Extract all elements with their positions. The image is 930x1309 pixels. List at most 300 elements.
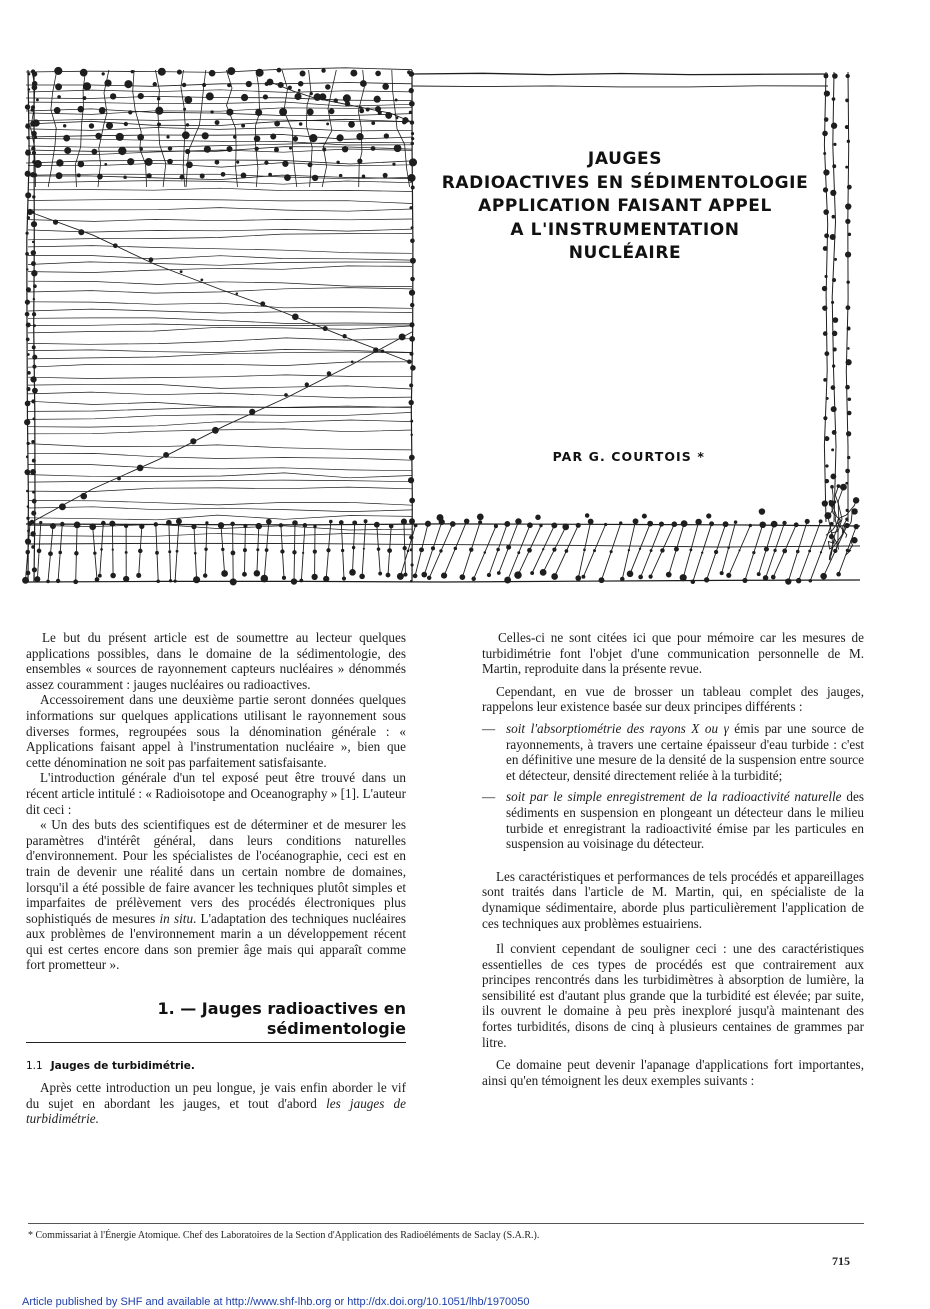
ink-dot [254, 135, 261, 142]
ink-dot [325, 84, 330, 89]
ink-dot [230, 522, 235, 527]
ink-dot [25, 124, 30, 129]
ink-dot [28, 521, 33, 526]
decorative-line-artwork [20, 62, 870, 594]
ink-dot [125, 551, 128, 554]
title-line: JAUGES [587, 149, 663, 169]
ink-dot [832, 164, 836, 168]
ink-dot [200, 173, 205, 178]
ink-dot [527, 522, 533, 528]
ink-dot [158, 68, 166, 76]
sediment-line [28, 302, 412, 309]
ink-dot [176, 550, 179, 553]
ink-dot [299, 579, 303, 583]
ink-dot [28, 88, 31, 91]
ink-dot [535, 515, 540, 520]
ink-dot [496, 548, 500, 552]
ink-dot [156, 579, 160, 583]
ink-dot [206, 92, 214, 100]
ink-dot [182, 83, 186, 87]
ink-dot [30, 531, 35, 536]
ink-dot [763, 575, 769, 581]
ink-dot [89, 523, 96, 530]
ink-dot [723, 521, 729, 527]
net-line [26, 135, 412, 140]
ink-dot [80, 69, 88, 77]
ink-dot [726, 573, 731, 578]
ink-dot [163, 452, 169, 458]
ink-dot [168, 146, 172, 150]
ink-dot [30, 172, 35, 177]
ink-dot [236, 161, 239, 164]
ink-dot [366, 108, 370, 112]
sediment-line [28, 262, 412, 265]
publisher-link[interactable]: Article published by SHF and available at http://www.shf-lhb.org or http://dx.doi.org/10.1051/lhb/1970050 [22, 1296, 530, 1308]
ink-dot [552, 548, 556, 552]
ink-dot [33, 284, 37, 288]
ink-dot [221, 172, 226, 177]
ink-dot [627, 571, 634, 578]
ink-dot [576, 523, 581, 528]
ink-dot [407, 359, 411, 363]
ink-dot [504, 577, 511, 584]
ink-dot [50, 523, 56, 529]
ink-dot [819, 519, 823, 523]
ink-dot [63, 135, 70, 142]
ink-dot [242, 572, 247, 577]
ink-dot [410, 120, 414, 124]
quote-italic: in situ [159, 910, 194, 926]
ink-dot [575, 575, 581, 581]
ink-dot [26, 338, 30, 342]
sediment-line [28, 326, 412, 333]
ink-dot [639, 548, 641, 550]
ink-dot [77, 173, 81, 177]
ink-dot [204, 548, 207, 551]
ink-dot [27, 505, 29, 507]
ink-dot [378, 572, 382, 576]
ink-dot [345, 101, 350, 106]
ink-dot [64, 147, 71, 154]
ink-dot [739, 549, 741, 551]
ink-dot [542, 548, 544, 550]
ink-dot [24, 469, 30, 475]
ink-dot [844, 523, 849, 528]
ink-dot [409, 290, 415, 296]
ink-dot [410, 365, 416, 371]
diagonal-line [30, 212, 410, 362]
ink-dot [339, 520, 344, 525]
ink-dot [25, 252, 29, 256]
title-line: NUCLÉAIRE [568, 243, 682, 263]
sediment-line [28, 324, 412, 326]
ink-dot [293, 136, 299, 142]
frame-edge [846, 72, 848, 522]
ink-dot [31, 511, 36, 516]
ink-dot [298, 81, 303, 86]
ink-dot [409, 336, 415, 342]
ink-dot [274, 121, 280, 127]
ink-dot [204, 146, 211, 153]
ink-dot [95, 577, 100, 582]
ink-dot [832, 430, 837, 435]
ink-dot [91, 149, 97, 155]
ink-dot [411, 132, 414, 135]
paragraph: Le but du présent article est de soumettre au lecteur quelques applications possibles, dans le domaine de la sédimentologie, des ensembles « sources de rayonnement capteurs nucléaires » dénommés assez couramment : jauges nucléaires ou radioactives. [26, 630, 406, 692]
ink-dot [352, 546, 355, 549]
sediment-line [28, 473, 412, 478]
ink-dot [439, 549, 442, 552]
sediment-line [28, 256, 412, 261]
ink-dot [352, 520, 357, 525]
ink-dot [32, 241, 34, 243]
ink-dot [292, 313, 299, 320]
ink-dot [671, 521, 677, 527]
ink-dot [837, 484, 841, 488]
ink-dot [551, 573, 558, 580]
paragraph-italic: les jauges de turbidimétrie. [26, 1095, 407, 1127]
sediment-line [28, 352, 412, 359]
ink-dot [660, 548, 664, 552]
ink-dot [249, 409, 255, 415]
ink-dot [260, 301, 265, 306]
ink-dot [742, 578, 747, 583]
ink-dot [32, 195, 35, 198]
ink-dot [833, 549, 837, 553]
ink-dot [22, 577, 29, 584]
ink-dot [409, 518, 415, 524]
ink-dot [102, 72, 105, 75]
ink-dot [824, 117, 829, 122]
ink-dot [824, 512, 831, 519]
ink-dot [796, 550, 800, 554]
ink-dot [191, 524, 196, 529]
ink-dot [845, 203, 851, 209]
sediment-line [28, 407, 412, 412]
ink-dot [464, 518, 469, 523]
ink-dot [27, 371, 31, 375]
ink-dot [497, 571, 501, 575]
ink-dot [342, 576, 346, 580]
ink-dot [411, 563, 414, 566]
ink-dot [845, 219, 850, 224]
ink-dot [303, 523, 308, 528]
sediment-line [28, 515, 412, 520]
right-column [482, 630, 864, 1088]
dash-marker: — [482, 789, 496, 805]
ink-dot [494, 524, 498, 528]
ink-dot [359, 106, 362, 109]
paragraph: Ce domaine peut devenir l'apanage d'applications fort importantes, ainsi qu'en témoignent les deux exemples suivants : [482, 1057, 864, 1088]
sediment-line [28, 234, 412, 240]
ink-dot [284, 174, 291, 181]
ink-dot [182, 131, 190, 139]
ink-dot [846, 359, 852, 365]
ink-dot [310, 92, 313, 95]
ink-dot [394, 144, 402, 152]
sediment-line [28, 102, 412, 106]
ink-dot [312, 175, 318, 181]
ink-dot [25, 192, 31, 198]
ink-dot [166, 135, 169, 138]
ink-dot [261, 575, 269, 583]
footnote-divider [28, 1223, 864, 1224]
ink-dot [585, 513, 589, 517]
sediment-line [28, 309, 412, 313]
ink-dot [292, 520, 298, 526]
ink-dot [186, 123, 189, 126]
paragraph-text: Après cette introduction un peu longue, je vais enfin aborder le vif du sujet en abordant les jauges, et tout d'abord [26, 1080, 406, 1111]
ink-dot [840, 484, 847, 491]
ink-dot [78, 229, 84, 235]
ink-dot [128, 110, 132, 114]
ink-dot [409, 383, 413, 387]
ink-dot [26, 387, 30, 391]
ink-dot [771, 575, 776, 580]
ink-dot [305, 382, 309, 386]
ink-dot [771, 521, 778, 528]
ink-dot [127, 158, 134, 165]
ink-dot [339, 174, 342, 177]
ink-dot [295, 93, 302, 100]
ink-dot [832, 215, 836, 219]
ink-dot [218, 522, 224, 528]
ink-dot [212, 427, 219, 434]
title-line: RADIOACTIVES EN SÉDIMENTOLOGIE [441, 172, 809, 193]
ink-dot [824, 436, 829, 441]
ink-dot [824, 74, 829, 79]
ink-dot [241, 173, 247, 179]
ink-dot [581, 575, 585, 579]
ink-dot [169, 579, 172, 582]
ink-dot [31, 440, 34, 443]
sediment-line [28, 281, 412, 286]
ink-dot [59, 503, 66, 510]
sediment-line [28, 464, 412, 470]
ink-dot [469, 547, 473, 551]
ink-dot [515, 518, 521, 524]
ink-dot [409, 400, 414, 405]
ink-dot [98, 574, 102, 578]
ink-dot [230, 578, 237, 585]
ink-dot [155, 107, 163, 115]
ink-dot [831, 123, 837, 129]
ink-dot [221, 548, 224, 551]
ink-dot [80, 493, 87, 500]
ink-dot [321, 68, 325, 72]
ink-dot [649, 575, 653, 579]
ink-dot [389, 524, 394, 529]
ink-dot [32, 459, 36, 463]
ink-dot [334, 98, 338, 102]
bottom-rail [26, 580, 860, 582]
ink-dot [659, 522, 664, 527]
ink-dot [371, 146, 376, 151]
ink-dot [551, 522, 557, 528]
sediment-line [28, 163, 412, 168]
ink-dot [666, 572, 672, 578]
ink-dot [619, 521, 622, 524]
ink-dot [27, 216, 30, 219]
ink-dot [292, 550, 296, 554]
ink-dot [387, 548, 392, 553]
ink-dot [477, 514, 484, 521]
ink-dot [329, 520, 333, 524]
sediment-line [28, 139, 412, 146]
ink-dot [155, 551, 159, 555]
ink-dot [323, 576, 329, 582]
sediment-line [28, 208, 412, 212]
sediment-line [28, 229, 412, 232]
ink-dot [527, 548, 532, 553]
ink-dot [796, 578, 801, 583]
ink-dot [341, 549, 344, 552]
ink-dot [385, 112, 392, 119]
paragraph: Cependant, en vue de brosser un tableau complet des jauges, rappelons leur existence basée sur deux principes différents : [482, 683, 864, 715]
ink-dot [846, 74, 850, 78]
quote-paragraph [26, 817, 406, 973]
list-item-rest: émis par une source de rayonnements, à travers une certaine épaisseur d'eau turbide : c'est en définitive une mesure de la densité de la suspension entre source et détecteur, densité directement reliée à la turbidité; [506, 720, 864, 783]
ink-dot [734, 520, 738, 524]
sediment-line [28, 149, 412, 155]
ink-dot [27, 353, 30, 356]
author-byline: PAR G. COURTOIS * [552, 449, 705, 464]
ink-dot [101, 521, 106, 526]
ink-dot [202, 132, 209, 139]
ink-dot [620, 577, 624, 581]
ink-dot [323, 326, 328, 331]
ink-dot [403, 546, 407, 550]
ink-dot [848, 397, 852, 401]
ink-dot [399, 333, 406, 340]
ink-dot [205, 521, 208, 524]
ink-dot [431, 546, 435, 550]
ink-dot [32, 567, 37, 572]
ink-dot [113, 243, 118, 248]
sediment-line [28, 480, 412, 482]
title-line: APPLICATION FAISANT APPEL [478, 196, 772, 216]
ink-dot [822, 286, 827, 291]
ink-dot [832, 278, 836, 282]
ink-dot [822, 131, 828, 137]
ink-dot [845, 385, 850, 390]
ink-dot [833, 347, 837, 351]
sediment-line [28, 188, 412, 191]
ink-dot [823, 378, 827, 382]
ink-dot [241, 94, 248, 101]
ink-dot [847, 140, 850, 143]
ink-dot [402, 117, 408, 123]
ink-dot [109, 521, 115, 527]
ink-dot [441, 573, 447, 579]
ink-dot [89, 123, 94, 128]
ink-dot [691, 579, 696, 584]
ink-dot [785, 578, 791, 584]
ink-dot [460, 574, 466, 580]
ink-dot [26, 442, 29, 445]
ink-dot [845, 125, 849, 129]
ink-dot [680, 574, 687, 581]
ink-dot [33, 324, 36, 327]
ink-dot [34, 576, 40, 582]
ink-dot [401, 519, 407, 525]
ink-dot [279, 523, 283, 527]
ink-dot [823, 331, 828, 336]
section-heading-line: sédimentologie [266, 1019, 406, 1039]
ink-dot [845, 166, 848, 169]
ink-dot [56, 172, 63, 179]
paragraph: L'introduction générale d'un tel exposé peut être trouvé dans un récent article intitulé : « Radioisotope and Oceanography » [1]. L'auteur dit ceci : [26, 770, 406, 817]
frame-edge [832, 72, 836, 522]
ink-dot [138, 93, 144, 99]
ink-dot [256, 548, 259, 551]
ink-dot [847, 456, 850, 459]
ink-dot [411, 185, 415, 189]
sediment-line [28, 288, 412, 294]
page-number: 715 [832, 1254, 850, 1268]
ink-dot [410, 548, 413, 551]
ink-dot [33, 298, 35, 300]
ink-dot [848, 233, 851, 236]
ink-dot [25, 232, 28, 235]
ink-dot [749, 524, 752, 527]
ink-dot [825, 464, 828, 467]
title-line: A L'INSTRUMENTATION [510, 219, 740, 240]
ink-dot [822, 305, 827, 310]
ink-dot [633, 518, 639, 524]
ink-dot [414, 523, 418, 527]
ink-dot [112, 548, 114, 550]
ink-dot [847, 326, 851, 330]
ink-dot [215, 160, 220, 165]
ink-dot [593, 549, 596, 552]
ink-dot [847, 347, 850, 350]
ink-dot [176, 518, 182, 524]
ink-dot [46, 580, 50, 584]
ink-dot [254, 570, 260, 576]
ink-dot [32, 499, 37, 504]
ink-dot [349, 569, 356, 576]
ink-dot [336, 161, 339, 164]
ink-dot [704, 577, 709, 582]
ink-dot [830, 485, 834, 489]
sediment-line [28, 429, 412, 434]
paragraph: Les caractéristiques et performances de tels procédés et appareillages sont traités dans l'article de M. Martin, qui, en spécialiste de la dynamique sédimentaire, aborde plus particulièrement l'application de ces techniques aux problèmes estuairiens. [482, 868, 864, 931]
ink-dot [392, 163, 395, 166]
ink-dot [363, 548, 365, 550]
ink-dot [830, 234, 836, 240]
ink-dot [409, 88, 414, 93]
sediment-line [28, 338, 412, 344]
sediment-line [28, 444, 412, 450]
ink-dot [845, 251, 851, 257]
ink-dot [847, 411, 852, 416]
ink-dot [539, 524, 542, 527]
sediment-line [28, 181, 412, 185]
ink-dot [298, 89, 301, 92]
ink-dot [203, 573, 207, 577]
ink-dot [200, 278, 203, 281]
ink-dot [383, 173, 388, 178]
ink-dot [773, 549, 776, 552]
ink-dot [124, 122, 128, 126]
ink-dot [823, 416, 827, 420]
ink-dot [36, 98, 39, 101]
ink-dot [530, 571, 534, 575]
ink-dot [25, 300, 30, 305]
list-item-text [506, 789, 864, 851]
ink-dot [410, 258, 416, 264]
